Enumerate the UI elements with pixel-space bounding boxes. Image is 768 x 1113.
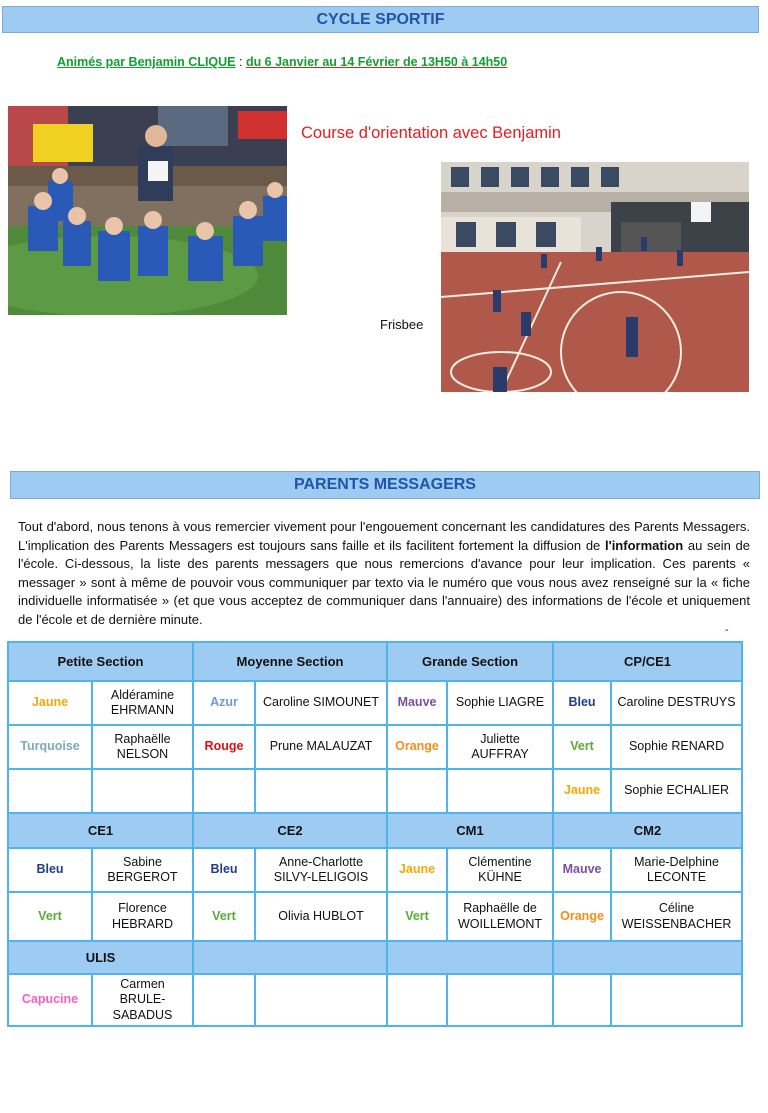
- parent-name-cell: Olivia HUBLOT: [255, 892, 387, 941]
- section-header: [387, 941, 553, 974]
- intro-bold: l'information: [604, 537, 684, 553]
- parents-table: [7, 641, 743, 1027]
- color-cell: Mauve: [553, 848, 611, 892]
- course-orientation-photo: [8, 106, 287, 315]
- section-header: ULIS: [8, 941, 193, 974]
- section-header: Petite Section: [8, 642, 193, 681]
- table-row: [8, 681, 742, 725]
- color-cell: Bleu: [8, 848, 92, 892]
- parent-name-cell: Caroline DESTRUYS: [611, 681, 742, 725]
- color-cell: Vert: [387, 892, 447, 941]
- table-row: [8, 725, 742, 769]
- dates: du 6 Janvier au 14 Février de 13H50 à 14h50: [245, 55, 508, 69]
- section-header: CM2: [553, 813, 742, 848]
- color-cell: Mauve: [387, 681, 447, 725]
- parent-name-cell: Sophie ECHALIER: [611, 769, 742, 813]
- color-cell: [193, 974, 255, 1026]
- header-row: [8, 941, 742, 974]
- parent-name-cell: Caroline SIMOUNET: [255, 681, 387, 725]
- intro-part2: au sein de l'école. Ci-dessous, la liste des parents messagers que nous remercions d'avance pour leur implication. Ces parents « messager » sont à même de pouvoir vous communiquer par texto via le numéro que vous nous avez renseigné sur la « fiche individuelle informatisée » (et que vous acceptez de communiquer dans l'annuaire) des informations de l'école et uniquement de l'école et de dernière minute.: [18, 537, 751, 627]
- parent-name-cell: Raphaëlle NELSON: [92, 725, 193, 769]
- color-cell: [387, 974, 447, 1026]
- parent-name-cell: Sophie RENARD: [611, 725, 742, 769]
- section-header: [193, 941, 387, 974]
- frisbee-photo: [441, 162, 749, 392]
- parent-name-cell: Carmen BRULE-SABADUS: [92, 974, 193, 1026]
- color-cell: [193, 769, 255, 813]
- parent-name-cell: Aldéramine EHRMANN: [92, 681, 193, 725]
- parent-name-cell: Anne-Charlotte SILVY-LELIGOIS: [255, 848, 387, 892]
- color-cell: [553, 974, 611, 1026]
- parent-name-cell: Juliette AUFFRAY: [447, 725, 553, 769]
- color-cell: Jaune: [387, 848, 447, 892]
- parent-name-cell: Sabine BERGEROT: [92, 848, 193, 892]
- color-cell: Orange: [553, 892, 611, 941]
- parent-name-cell: Marie-Delphine LECONTE: [611, 848, 742, 892]
- color-cell: Capucine: [8, 974, 92, 1026]
- parent-name-cell: [447, 769, 553, 813]
- parent-name-cell: [255, 974, 387, 1026]
- cycle-sportif-banner: CYCLE SPORTIF: [2, 6, 759, 33]
- dash-mark: -: [725, 624, 729, 636]
- parent-name-cell: Clémentine KÜHNE: [447, 848, 553, 892]
- table-row: [8, 769, 742, 813]
- table-row: [8, 892, 742, 941]
- section-header: CE1: [8, 813, 193, 848]
- parents-messagers-banner: PARENTS MESSAGERS: [10, 471, 760, 499]
- section-header: [553, 941, 742, 974]
- parent-name-cell: [447, 974, 553, 1026]
- parent-name-cell: Sophie LIAGRE: [447, 681, 553, 725]
- color-cell: Vert: [8, 892, 92, 941]
- color-cell: [387, 769, 447, 813]
- animation-info: [57, 55, 507, 69]
- color-cell: Azur: [193, 681, 255, 725]
- parent-name-cell: [611, 974, 742, 1026]
- section-header: CM1: [387, 813, 553, 848]
- parent-name-cell: [255, 769, 387, 813]
- section-header: CP/CE1: [553, 642, 742, 681]
- intro-part1: Tout d'abord, nous tenons à vous remercier vivement pour l'engouement concernant les candidatures des Parents Messagers. L'implication des Parents Messagers est toujours sans faille et ils facilitent fortement la diffusion de: [18, 519, 750, 553]
- color-cell: Rouge: [193, 725, 255, 769]
- intro-text: [18, 518, 750, 629]
- color-cell: Bleu: [553, 681, 611, 725]
- table-row: [8, 974, 742, 1026]
- color-cell: [8, 769, 92, 813]
- frisbee-caption: Frisbee: [380, 317, 424, 332]
- table-row: [8, 848, 742, 892]
- color-cell: Turquoise: [8, 725, 92, 769]
- header-row: [8, 813, 742, 848]
- header-row: [8, 642, 742, 681]
- color-cell: Bleu: [193, 848, 255, 892]
- parent-name-cell: Prune MALAUZAT: [255, 725, 387, 769]
- separator: :: [235, 55, 246, 69]
- parent-name-cell: Raphaëlle de WOILLEMONT: [447, 892, 553, 941]
- color-cell: Vert: [193, 892, 255, 941]
- color-cell: Jaune: [8, 681, 92, 725]
- color-cell: Jaune: [553, 769, 611, 813]
- color-cell: Orange: [387, 725, 447, 769]
- color-cell: Vert: [553, 725, 611, 769]
- section-header: CE2: [193, 813, 387, 848]
- animated-by: Animés par Benjamin CLIQUE: [57, 55, 236, 69]
- parent-name-cell: [92, 769, 193, 813]
- course-caption: Course d'orientation avec Benjamin: [301, 124, 561, 142]
- parent-name-cell: Céline WEISSENBACHER: [611, 892, 742, 941]
- section-header: Grande Section: [387, 642, 553, 681]
- parent-name-cell: Florence HEBRARD: [92, 892, 193, 941]
- section-header: Moyenne Section: [193, 642, 387, 681]
